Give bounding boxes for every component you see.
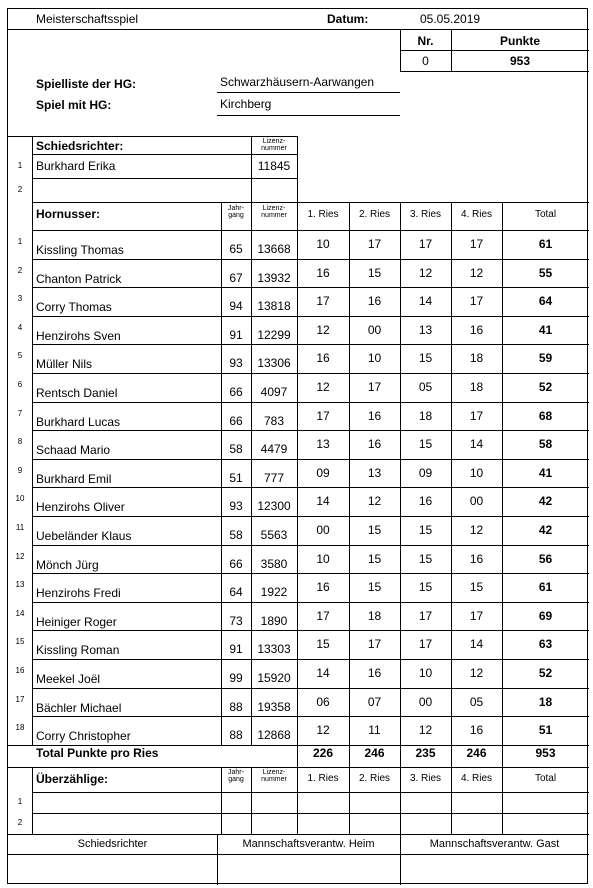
ries-score: 12	[469, 666, 484, 680]
player-year: 91	[229, 327, 243, 342]
player-name: Heiniger Roger	[36, 614, 117, 629]
ries-score: 16	[316, 265, 330, 280]
ries-score: 15	[367, 523, 382, 537]
ries-score: 12	[316, 723, 330, 738]
player-year: 58	[229, 442, 243, 457]
player-total: 58	[538, 437, 553, 452]
player-year: 94	[229, 299, 243, 314]
ries-score: 12	[367, 494, 382, 509]
player-license: 13303	[257, 642, 291, 657]
ries-score: 12	[316, 322, 330, 337]
player-total: 52	[538, 666, 553, 680]
ries-score: 17	[469, 408, 484, 423]
ries-score: 14	[469, 437, 484, 452]
totals-r1: 226	[312, 746, 334, 760]
ries-score: 16	[469, 551, 484, 566]
player-license: 4097	[260, 385, 288, 399]
extras-ries-header: 3. Ries	[409, 773, 442, 784]
referees-heading: Schiedsrichter:	[36, 139, 124, 153]
ries-header: 2. Ries	[358, 209, 391, 220]
row-number: 3	[17, 294, 23, 304]
ries-score: 16	[367, 408, 382, 423]
ries-score: 12	[316, 380, 330, 394]
ries-score: 17	[367, 637, 382, 652]
extras-license-header: Lizenz-nummer	[261, 769, 287, 783]
ries-header: 1. Ries	[307, 209, 339, 220]
row-number: 2	[17, 265, 23, 275]
ries-score: 17	[418, 237, 433, 251]
player-name: Henzirohs Sven	[36, 328, 121, 343]
row-number: 5	[17, 351, 23, 361]
player-name: Henzirohs Oliver	[36, 500, 125, 515]
player-year: 67	[229, 270, 243, 285]
ries-score: 15	[367, 265, 382, 280]
ries-score: 15	[367, 580, 382, 595]
row-number: 2	[17, 818, 23, 827]
ries-score: 14	[316, 494, 330, 509]
player-total: 59	[538, 351, 553, 366]
totals-total: 953	[535, 746, 556, 760]
player-name: Burkhard Emil	[36, 471, 112, 486]
player-name: Henzirohs Fredi	[36, 586, 121, 601]
score-sheet	[7, 8, 588, 884]
ries-score: 13	[367, 465, 382, 480]
row-number: 4	[17, 322, 23, 332]
ries-score: 17	[367, 380, 382, 394]
total-header: Total	[534, 209, 557, 220]
player-name: Uebeländer Klaus	[36, 529, 132, 543]
ries-score: 00	[367, 322, 382, 337]
player-name: Corry Thomas	[36, 300, 112, 315]
row-number: 2	[17, 185, 23, 194]
ries-score: 15	[316, 637, 330, 652]
ries-score: 15	[418, 437, 433, 452]
player-name: Mönch Jürg	[36, 557, 99, 572]
player-name: Schaad Mario	[36, 443, 111, 458]
ries-score: 11	[368, 723, 381, 738]
signature-guest: Mannschaftsverantw. Gast	[429, 838, 560, 850]
players-heading: Hornusser:	[36, 207, 101, 221]
player-total: 18	[538, 694, 553, 709]
player-license: 12300	[257, 499, 291, 514]
ries-score: 15	[418, 580, 433, 595]
player-license: 12299	[257, 327, 291, 342]
ries-score: 12	[418, 265, 433, 280]
ries-score: 16	[367, 437, 382, 452]
row-number: 12	[15, 551, 25, 561]
ries-score: 16	[367, 294, 382, 309]
player-license: 13668	[257, 242, 291, 256]
player-name: Bächler Michael	[36, 700, 122, 715]
ries-score: 16	[418, 494, 433, 509]
totals-label: Total Punkte pro Ries	[36, 746, 159, 760]
ries-score: 15	[418, 551, 433, 566]
totals-r2: 246	[364, 746, 385, 760]
player-license: 1922	[260, 585, 288, 600]
extras-heading: Überzählige:	[36, 772, 109, 786]
player-license: 13306	[257, 356, 291, 371]
spielliste-label: Spielliste der HG:	[36, 77, 137, 91]
ries-score: 18	[469, 351, 484, 366]
players-license-header: Lizenz-nummer	[261, 205, 287, 219]
player-license: 13818	[257, 299, 291, 314]
extras-total-header: Total	[534, 773, 557, 784]
player-license: 5563	[260, 528, 288, 542]
player-license: 777	[263, 470, 285, 485]
player-total: 64	[538, 294, 553, 309]
player-total: 68	[538, 408, 553, 423]
ries-score: 17	[418, 637, 433, 652]
totals-r4: 246	[466, 746, 487, 760]
row-number: 7	[17, 408, 23, 418]
date-value: 05.05.2019	[420, 12, 481, 26]
player-license: 12868	[257, 728, 291, 743]
player-total: 55	[538, 265, 553, 280]
row-number: 1	[17, 237, 23, 246]
player-name: Müller Nils	[36, 357, 93, 372]
ries-score: 07	[367, 694, 382, 709]
ries-score: 16	[469, 322, 484, 337]
ries-score: 10	[316, 237, 330, 251]
row-number: 15	[15, 637, 25, 647]
spiel-mit-value: Kirchberg	[220, 97, 272, 111]
player-name: Chanton Patrick	[36, 271, 122, 286]
ries-score: 17	[367, 237, 382, 251]
ries-score: 15	[367, 551, 382, 566]
ries-score: 14	[469, 637, 484, 652]
ries-score: 05	[418, 380, 433, 394]
player-name: Burkhard Lucas	[36, 414, 121, 429]
player-total: 41	[538, 322, 553, 337]
spielliste-value: Schwarzhäusern-Aarwangen	[220, 75, 375, 89]
ries-score: 18	[418, 408, 433, 423]
ries-score: 13	[418, 322, 433, 337]
player-license: 4479	[260, 442, 288, 457]
totals-r3: 235	[415, 746, 436, 760]
signature-home: Mannschaftsverantw. Heim	[242, 838, 375, 850]
date-label: Datum:	[327, 12, 369, 26]
ries-score: 12	[469, 265, 484, 280]
ries-score: 10	[367, 351, 382, 366]
player-year: 66	[229, 556, 243, 571]
ries-score: 14	[418, 294, 433, 309]
nr-label: Nr.	[417, 34, 434, 48]
player-name: Kissling Thomas	[36, 243, 124, 257]
player-year: 88	[229, 728, 243, 743]
player-name: Kissling Roman	[36, 643, 120, 658]
row-number: 1	[17, 797, 23, 806]
punkte-label: Punkte	[499, 34, 540, 48]
ries-score: 09	[316, 465, 330, 480]
ries-score: 15	[469, 580, 484, 595]
player-license: 13932	[257, 270, 291, 285]
player-total: 42	[538, 523, 553, 537]
ries-score: 17	[469, 608, 484, 623]
ries-score: 00	[316, 523, 330, 537]
ries-score: 16	[316, 580, 330, 595]
row-number: 9	[17, 465, 23, 475]
ries-score: 12	[469, 523, 484, 537]
player-year: 64	[229, 585, 243, 600]
ries-score: 10	[316, 551, 330, 566]
player-license: 783	[263, 413, 285, 428]
ries-score: 12	[418, 723, 433, 738]
extras-ries-header: 1. Ries	[307, 773, 339, 784]
ries-score: 06	[316, 694, 330, 709]
row-number: 16	[15, 666, 25, 675]
ries-score: 17	[469, 294, 484, 309]
player-year: 93	[229, 356, 243, 371]
row-number: 8	[17, 437, 23, 447]
row-number: 17	[15, 694, 25, 704]
ries-score: 10	[469, 465, 484, 480]
player-name: Corry Christopher	[36, 729, 131, 744]
player-license: 1890	[260, 613, 288, 628]
player-year: 51	[229, 470, 243, 485]
ries-score: 09	[418, 465, 433, 480]
ries-score: 15	[418, 523, 433, 537]
player-license: 3580	[260, 556, 288, 571]
player-year: 99	[229, 671, 243, 685]
ries-score: 18	[367, 608, 382, 623]
ries-score: 00	[418, 694, 433, 709]
sheet-title: Meisterschaftsspiel	[36, 12, 139, 26]
extras-year-header: Jahr-gang	[228, 769, 244, 783]
row-number: 10	[15, 494, 25, 504]
player-total: 41	[538, 465, 553, 480]
ries-score: 13	[316, 437, 330, 452]
row-number: 6	[17, 380, 23, 389]
nr-value: 0	[422, 54, 429, 68]
player-name: Rentsch Daniel	[36, 386, 118, 400]
ries-score: 18	[469, 380, 484, 394]
player-license: 15920	[257, 671, 291, 685]
ries-score: 15	[418, 351, 433, 366]
ries-header: 3. Ries	[409, 209, 442, 220]
row-number: 13	[15, 580, 25, 590]
ries-score: 16	[469, 723, 484, 738]
ries-header: 4. Ries	[460, 209, 493, 220]
ries-score: 17	[469, 237, 484, 251]
row-number: 18	[15, 723, 25, 733]
extras-ries-header: 4. Ries	[460, 773, 493, 784]
signature-referee: Schiedsrichter	[77, 838, 148, 850]
player-total: 56	[538, 551, 553, 566]
ries-score: 17	[316, 408, 330, 423]
players-year-header: Jahr-gang	[228, 205, 244, 219]
player-year: 73	[229, 613, 243, 628]
player-total: 42	[538, 494, 553, 509]
player-license: 19358	[257, 699, 291, 714]
ries-score: 17	[316, 608, 330, 623]
referees-license-header: Lizenz-nummer	[261, 138, 287, 152]
row-number: 1	[17, 161, 23, 170]
ries-score: 14	[316, 666, 330, 680]
ries-score: 16	[316, 351, 330, 366]
extras-ries-header: 2. Ries	[358, 773, 391, 784]
player-year: 91	[229, 642, 243, 657]
player-total: 61	[538, 580, 553, 595]
ries-score: 16	[367, 666, 382, 680]
player-year: 88	[229, 699, 243, 714]
player-year: 93	[229, 499, 243, 514]
player-total: 52	[538, 380, 553, 394]
player-total: 69	[538, 608, 553, 623]
player-total: 61	[538, 237, 553, 251]
spiel-mit-label: Spiel mit HG:	[36, 98, 112, 112]
player-year: 66	[229, 385, 243, 399]
referee-license: 11845	[257, 159, 291, 173]
ries-score: 00	[469, 494, 484, 509]
player-name: Meekel Joël	[36, 672, 101, 686]
player-year: 58	[229, 528, 243, 542]
ries-score: 05	[469, 694, 484, 709]
row-number: 14	[15, 608, 25, 618]
ries-score: 17	[418, 608, 433, 623]
player-year: 65	[229, 242, 243, 256]
ries-score: 10	[418, 666, 433, 680]
player-year: 66	[229, 413, 243, 428]
referee-name: Burkhard Erika	[36, 159, 116, 173]
ries-score: 17	[316, 294, 330, 309]
row-number: 11	[15, 523, 25, 532]
punkte-value: 953	[509, 54, 531, 68]
player-total: 63	[538, 637, 553, 652]
player-total: 51	[538, 723, 553, 738]
